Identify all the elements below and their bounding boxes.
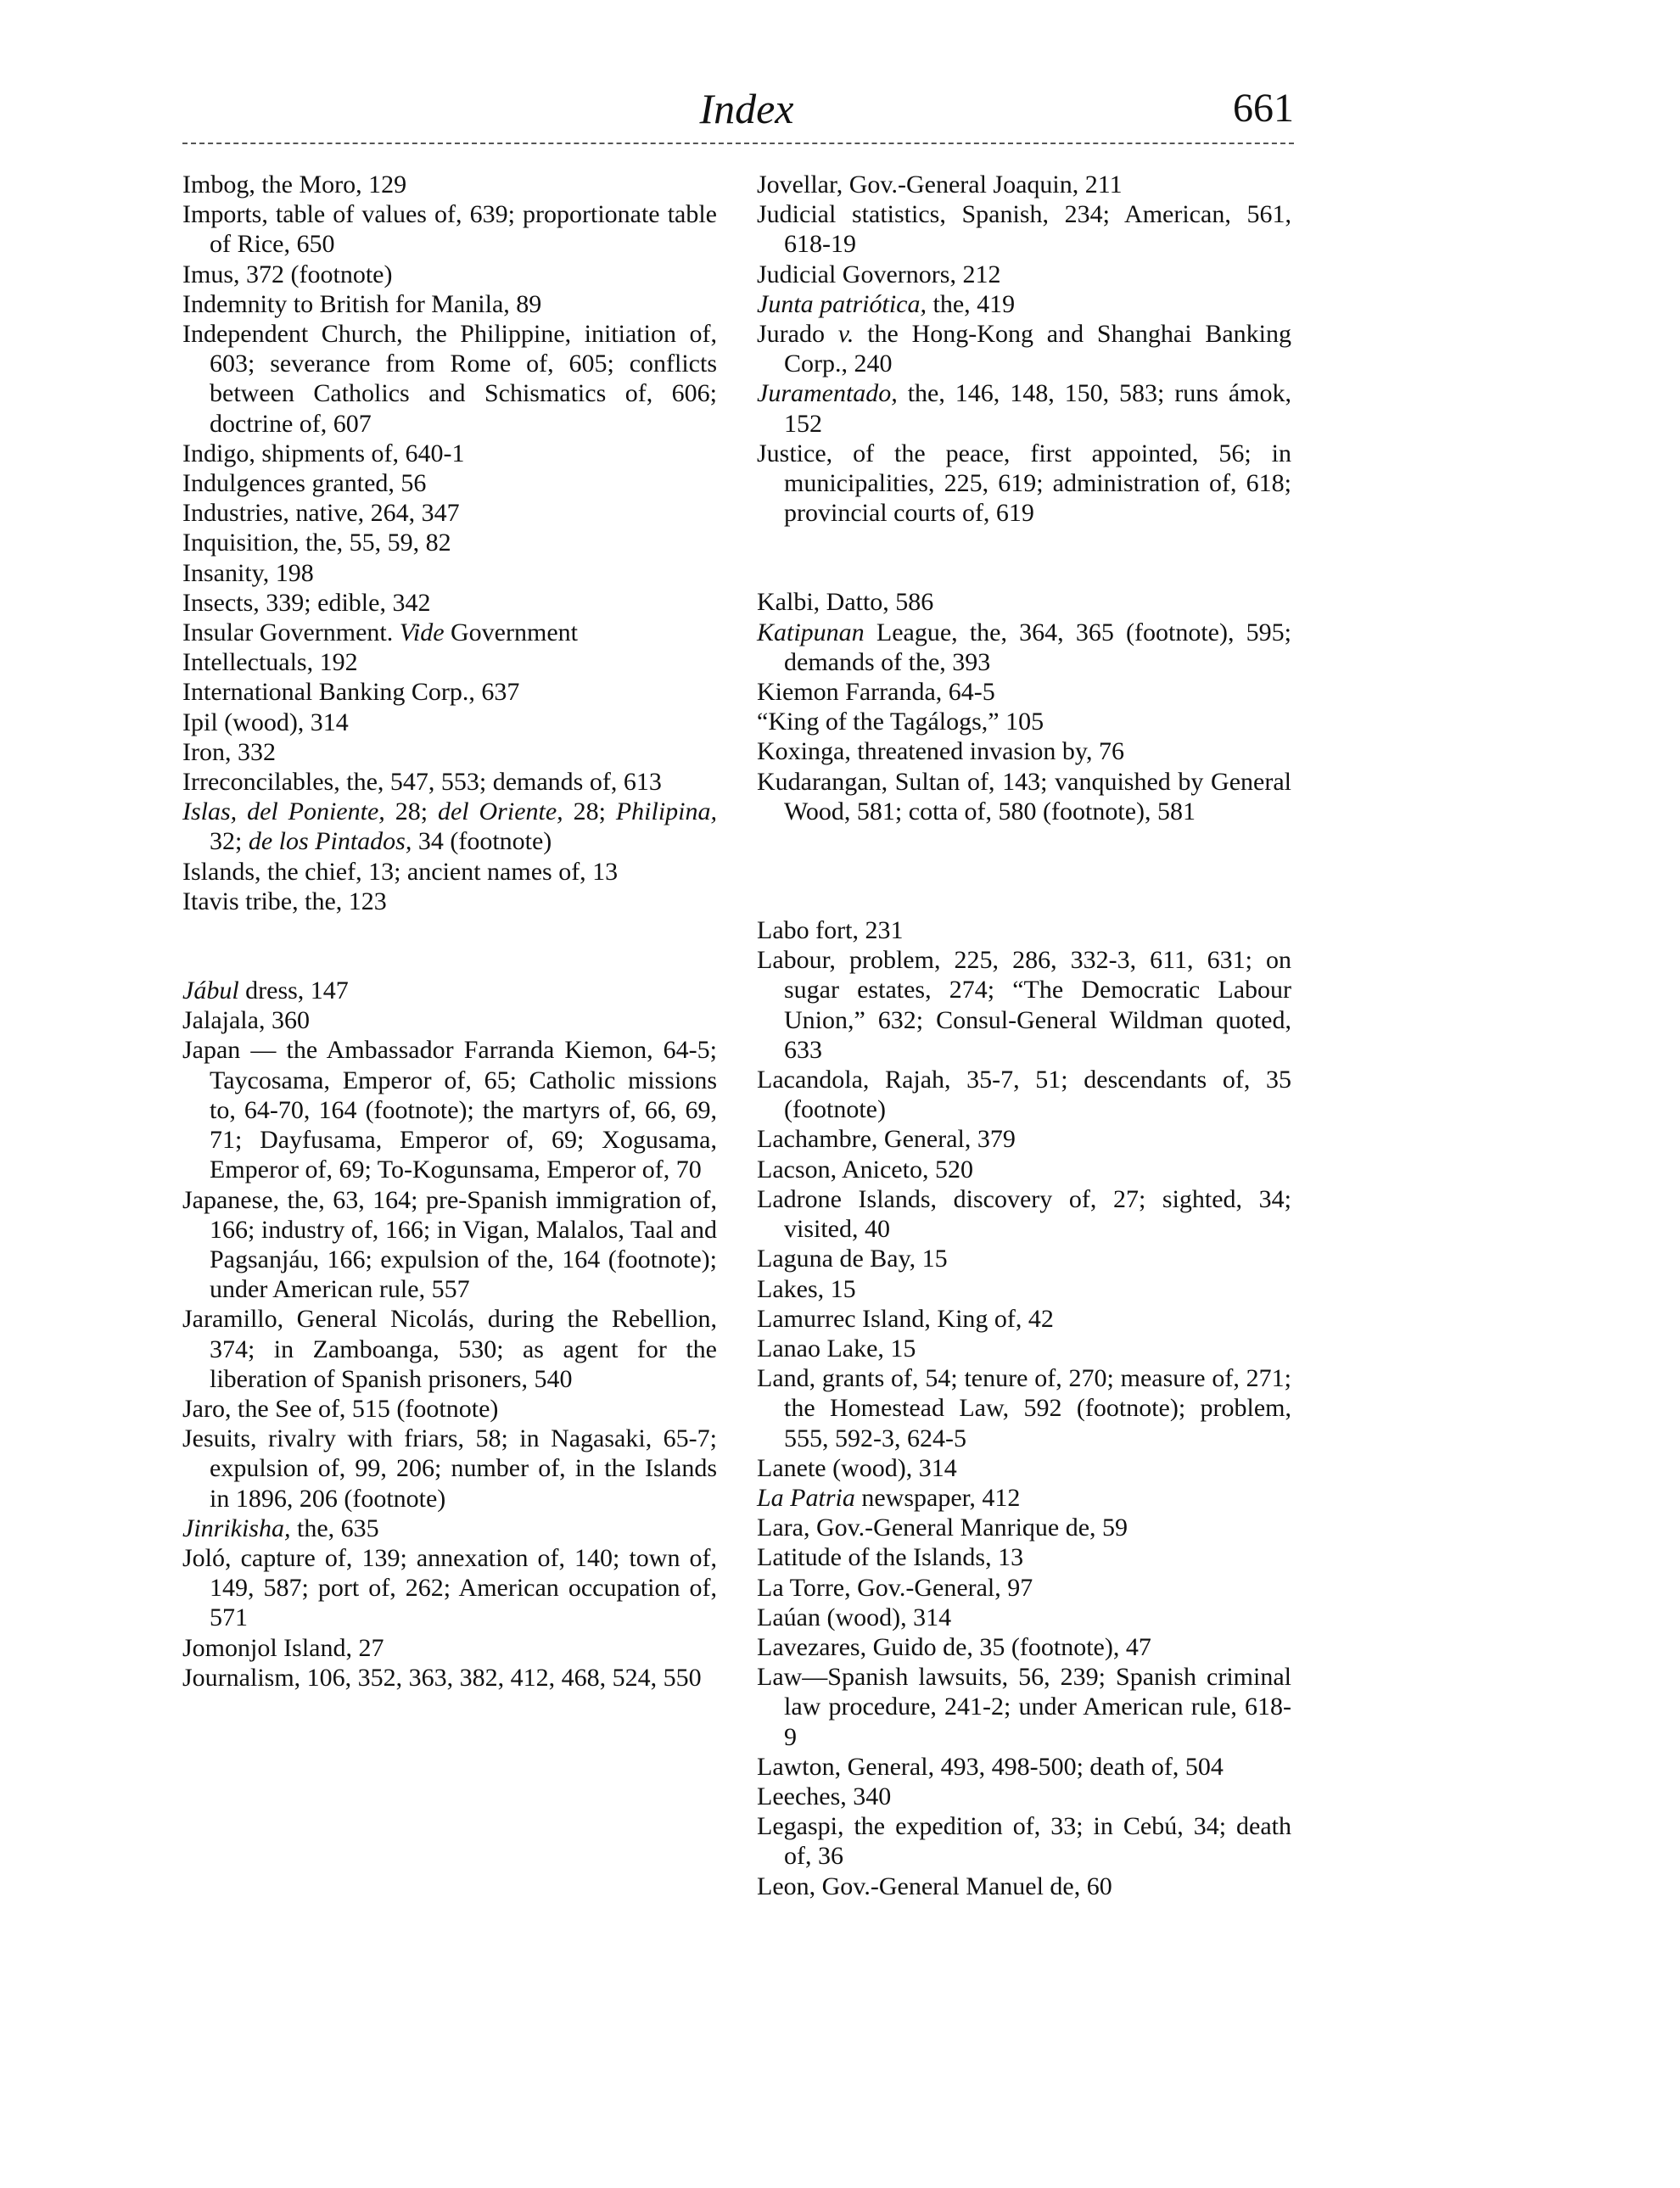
index-entry: Lacson, Aniceto, 520 <box>757 1155 973 1184</box>
index-entry: Lacandola, Rajah, 35-7, 51; descendants of, 35 (footnote) <box>757 1066 1291 1124</box>
index-entry: Lara, Gov.-General Manrique de, 59 <box>757 1514 1128 1542</box>
index-entry: Industries, native, 264, 347 <box>182 499 460 528</box>
index-entry: Imus, 372 (footnote) <box>182 260 393 288</box>
index-entry: Jalajala, 360 <box>182 1006 310 1035</box>
header-divider <box>182 143 1294 144</box>
index-entry: Laúan (wood), 314 <box>757 1603 952 1631</box>
index-entry: Kiemon Farranda, 64-5 <box>757 678 995 707</box>
index-column-left <box>182 170 717 1693</box>
index-entry: Kudarangan, Sultan of, 143; vanquished by General Wood, 581; cotta of, 580 (footnote), 581 <box>757 767 1291 825</box>
index-entry: Junta patriótica, the, 419 <box>757 289 1016 318</box>
index-entry: Lanao Lake, 15 <box>757 1334 916 1363</box>
index-entry: Ladrone Islands, discovery of, 27; sighted, 34; visited, 40 <box>757 1184 1291 1244</box>
index-entry: Jomonjol Island, 27 <box>182 1633 384 1662</box>
index-entry: Jaro, the See of, 515 (footnote) <box>182 1394 499 1423</box>
index-entry: Lawton, General, 493, 498-500; death of, 504 <box>757 1752 1224 1781</box>
index-entry: Imports, table of values of, 639; proportionate table of Rice, 650 <box>182 200 717 259</box>
index-entry: Irreconcilables, the, 547, 553; demands of, 613 <box>182 768 662 797</box>
index-entry: Itavis tribe, the, 123 <box>182 887 387 915</box>
index-column-right <box>757 170 1291 1901</box>
index-entry: Japanese, the, 63, 164; pre-Spanish immigration of, 166; industry of, 166; in Vigan, Malalos, Taal and Pagsanjáu, 166; expulsion of the, 164 (footnote); under American rule, 557 <box>182 1185 717 1304</box>
index-entry: Kalbi, Datto, 586 <box>757 588 934 617</box>
index-entry: Judicial Governors, 212 <box>757 260 1001 288</box>
index-entry: Jurado v. the Hong-Kong and Shanghai Banking Corp., 240 <box>757 320 1291 378</box>
index-entry: Indigo, shipments of, 640-1 <box>182 439 465 467</box>
index-entry: Jaramillo, General Nicolás, during the Rebellion, 374; in Zamboanga, 530; as agent for the liberation of Spanish prisoners, 540 <box>182 1305 717 1393</box>
index-entry: Islas, del Poniente, 28; del Oriente, 28; Philipina, 32; de los Pintados, 34 (footnote) <box>182 797 718 856</box>
index-entry: Lamurrec Island, King of, 42 <box>757 1304 1054 1333</box>
index-entry: La Patria newspaper, 412 <box>757 1483 1021 1512</box>
index-entry: Law—Spanish lawsuits, 56, 239; Spanish criminal law procedure, 241-2; under American rule, 618-9 <box>757 1663 1291 1751</box>
index-entry: Journalism, 106, 352, 363, 382, 412, 468, 524, 550 <box>182 1663 702 1692</box>
index-entry: Judicial statistics, Spanish, 234; American, 561, 618-19 <box>757 200 1291 259</box>
index-entry: Leon, Gov.-General Manuel de, 60 <box>757 1872 1112 1900</box>
index-entry: Jinrikisha, the, 635 <box>182 1514 379 1542</box>
index-entry: Imbog, the Moro, 129 <box>182 171 407 199</box>
index-entry: Ipil (wood), 314 <box>182 708 349 736</box>
index-entry: Legaspi, the expedition of, 33; in Cebú, 34; death of, 36 <box>757 1812 1291 1871</box>
index-entry: Leeches, 340 <box>757 1782 892 1810</box>
index-entry: Justice, of the peace, first appointed, 56; in municipalities, 225, 619; administration of, 618; provincial courts of, 619 <box>757 439 1291 528</box>
index-entry: Latitude of the Islands, 13 <box>757 1543 1024 1572</box>
index-entry: Katipunan League, the, 364, 365 (footnote), 595; demands of the, 393 <box>757 618 1291 676</box>
index-entry: Islands, the chief, 13; ancient names of, 13 <box>182 857 619 886</box>
index-entry: Lakes, 15 <box>757 1274 856 1303</box>
index-entry: Labour, problem, 225, 286, 332-3, 611, 631; on sugar estates, 274; “The Democratic Labour Union,” 632; Consul-General Wildman quoted, 633 <box>757 946 1291 1064</box>
index-entry: Insects, 339; edible, 342 <box>182 588 431 617</box>
index-entry: Joló, capture of, 139; annexation of, 140; town of, 149, 587; port of, 262; American occupation of, 571 <box>182 1543 717 1632</box>
index-entry: Land, grants of, 54; tenure of, 270; measure of, 271; the Homestead Law, 592 (footnote); problem, 555, 592-3, 624-5 <box>757 1364 1291 1452</box>
page-header-title: Index <box>699 85 794 132</box>
index-entry: Intellectuals, 192 <box>182 648 358 677</box>
index-entry: Japan — the Ambassador Farranda Kiemon, 64-5; Taycosama, Emperor of, 65; Catholic missions to, 64-70, 164 (footnote); the martyrs of, 66, 69, 71; Dayfusama, Emperor of, 69; Xogusama, Emperor of, 69; To-Kogunsama, Emperor of, 70 <box>182 1036 717 1184</box>
index-entry: Juramentado, the, 146, 148, 150, 583; runs ámok, 152 <box>757 379 1291 438</box>
index-entry: “King of the Tagálogs,” 105 <box>757 708 1044 736</box>
index-entry: Koxinga, threatened invasion by, 76 <box>757 737 1124 766</box>
index-entry: International Banking Corp., 637 <box>182 678 520 707</box>
index-entry: Independent Church, the Philippine, initiation of, 603; severance from Rome of, 605; conflicts between Catholics and Schismatics of, 606; doctrine of, 607 <box>182 320 717 438</box>
index-entry: Indemnity to British for Manila, 89 <box>182 289 542 318</box>
index-entry: Inquisition, the, 55, 59, 82 <box>182 529 451 557</box>
index-entry: Jábul dress, 147 <box>182 976 349 1005</box>
index-entry: Lanete (wood), 314 <box>757 1453 957 1482</box>
index-entry: Iron, 332 <box>182 737 276 766</box>
page-number: 661 <box>1233 86 1294 131</box>
index-entry: Lavezares, Guido de, 35 (footnote), 47 <box>757 1632 1151 1661</box>
index-entry: Jovellar, Gov.-General Joaquin, 211 <box>757 171 1123 199</box>
index-entry: Labo fort, 231 <box>757 916 904 945</box>
index-entry: Lachambre, General, 379 <box>757 1125 1016 1154</box>
index-entry: Jesuits, rivalry with friars, 58; in Nagasaki, 65-7; expulsion of, 99, 206; number of, in the Islands in 1896, 206 (footnote) <box>182 1424 717 1513</box>
index-entry: Insular Government. Vide Government <box>182 618 578 647</box>
index-entry: Laguna de Bay, 15 <box>757 1245 948 1273</box>
index-entry: La Torre, Gov.-General, 97 <box>757 1573 1033 1602</box>
index-entry: Indulgences granted, 56 <box>182 469 427 498</box>
index-entry: Insanity, 198 <box>182 558 314 587</box>
